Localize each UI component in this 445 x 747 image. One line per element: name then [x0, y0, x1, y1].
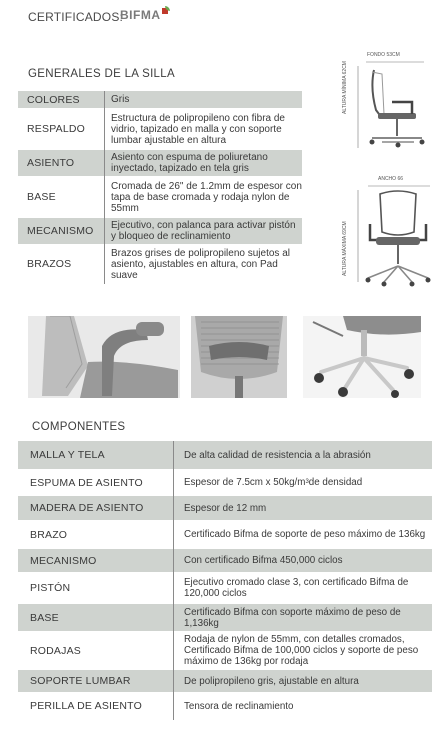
- generales-row-value: Ejecutivo, con palanca para activar pistón y bloqueo de reclinamiento: [104, 218, 302, 244]
- chair-front-diagram: [342, 176, 442, 294]
- side-depth-label: FONDO 53CM: [367, 52, 400, 58]
- componentes-row-value: Con certificado Bifma 450,000 ciclos: [173, 549, 432, 572]
- componentes-row-label: PERILLA DE ASIENTO: [30, 700, 142, 712]
- bifma-logo: [120, 8, 168, 22]
- generales-row-label: RESPALDO: [27, 123, 86, 135]
- componentes-row-value: De polipropileno gris, ajustable en altura: [173, 670, 432, 692]
- componentes-row: [18, 604, 432, 631]
- componentes-row-label: MECANISMO: [30, 554, 97, 567]
- bifma-logo-text: BIFMA: [120, 8, 161, 22]
- generales-row-value: Estructura de polipropileno con fibra de vidrio, tapizado en malla y con soporte lumbar ajustable en altura: [104, 108, 302, 150]
- generales-row-value: Cromada de 26" de 1.2mm de espesor con tapa de base cromada y rodaja nylon de 55mm: [104, 176, 302, 218]
- componentes-row-value: Espesor de 12 mm: [173, 496, 432, 520]
- espuma-value-text: Espesor de 7.5cm x 50kg/m: [184, 477, 306, 488]
- front-width-label: ANCHO 66: [378, 176, 404, 182]
- componentes-row-label: SOPORTE LUMBAR: [30, 675, 131, 687]
- componentes-table: [18, 441, 432, 720]
- componentes-row-label: RODAJAS: [30, 644, 81, 657]
- componentes-row-value: Certificado Bifma de soporte de peso máximo de 136kg: [173, 520, 432, 549]
- componentes-row: [18, 549, 432, 572]
- generales-row: [18, 91, 302, 108]
- generales-row: [18, 176, 302, 218]
- componentes-row-label: BASE: [30, 611, 59, 624]
- generales-title: GENERALES DE LA SILLA: [28, 68, 175, 80]
- espuma-value-tail: de densidad: [308, 477, 363, 488]
- chair-side-diagram: [342, 52, 442, 162]
- componentes-row-label: ESPUMA DE ASIENTO: [30, 476, 143, 489]
- componentes-row: [18, 670, 432, 692]
- componentes-row: [18, 631, 432, 670]
- armrest-photo-image: [28, 316, 180, 398]
- generales-row-value: Asiento con espuma de poliuretano inyectado, tapizado en tela gris: [104, 150, 302, 176]
- componentes-row-value: [173, 469, 432, 496]
- componentes-row-label: BRAZO: [30, 528, 68, 541]
- side-height-label: ALTURA MÍNIMA 62CM: [342, 61, 348, 114]
- componentes-row-value: Ejecutivo cromado clase 3, con certificado Bifma de 120,000 ciclos: [173, 572, 432, 604]
- componentes-row: [18, 520, 432, 549]
- componentes-title: COMPONENTES: [32, 421, 126, 433]
- componentes-row: [18, 469, 432, 496]
- generales-row-label: MECANISMO: [27, 225, 94, 237]
- componentes-row-value: Rodaja de nylon de 55mm, con detalles cromados, Certificado Bifma de 100,000 ciclos y soporte de peso máximo de 136kg por rodaja: [173, 631, 432, 670]
- componentes-row-value: Certificado Bifma con soporte máximo de peso de 1,136kg: [173, 604, 432, 631]
- chair-side-drawing-icon: [352, 58, 442, 160]
- generales-row: [18, 218, 302, 244]
- componentes-row: [18, 496, 432, 520]
- componentes-row-label: PISTÓN: [30, 582, 71, 594]
- base-photo: [303, 316, 421, 398]
- armrest-photo: [28, 316, 180, 398]
- generales-row-label: ASIENTO: [27, 157, 75, 169]
- generales-row-label: BASE: [27, 191, 56, 203]
- base-photo-image: [303, 316, 421, 398]
- generales-row: [18, 108, 302, 150]
- generales-row-label: BRAZOS: [27, 258, 72, 270]
- chair-front-drawing-icon: [352, 182, 442, 292]
- front-height-label: ALTURA MÁXIMA 69CM: [342, 221, 348, 276]
- generales-row-label: COLORES: [27, 93, 80, 106]
- componentes-row-value: De alta calidad de resistencia a la abrasión: [173, 441, 432, 469]
- generales-row-value: Gris: [104, 91, 302, 108]
- generales-row: [18, 150, 302, 176]
- generales-row-value: Brazos grises de polipropileno sujetos al asiento, ajustables en altura, con Pad suave: [104, 244, 302, 284]
- componentes-row-label: MADERA DE ASIENTO: [30, 502, 144, 514]
- certificados-label: CERTIFICADOS:: [28, 10, 124, 24]
- componentes-row-label: MALLA Y TELA: [30, 449, 105, 461]
- espuma-value-sup: 3: [305, 479, 309, 485]
- backrest-photo: [191, 316, 287, 398]
- backrest-photo-image: [191, 316, 287, 398]
- componentes-row: [18, 441, 432, 469]
- generales-table: [18, 91, 302, 284]
- generales-row: [18, 244, 302, 284]
- componentes-row: [18, 572, 432, 604]
- componentes-row: [18, 692, 432, 720]
- componentes-row-value: Tensora de reclinamiento: [173, 692, 432, 720]
